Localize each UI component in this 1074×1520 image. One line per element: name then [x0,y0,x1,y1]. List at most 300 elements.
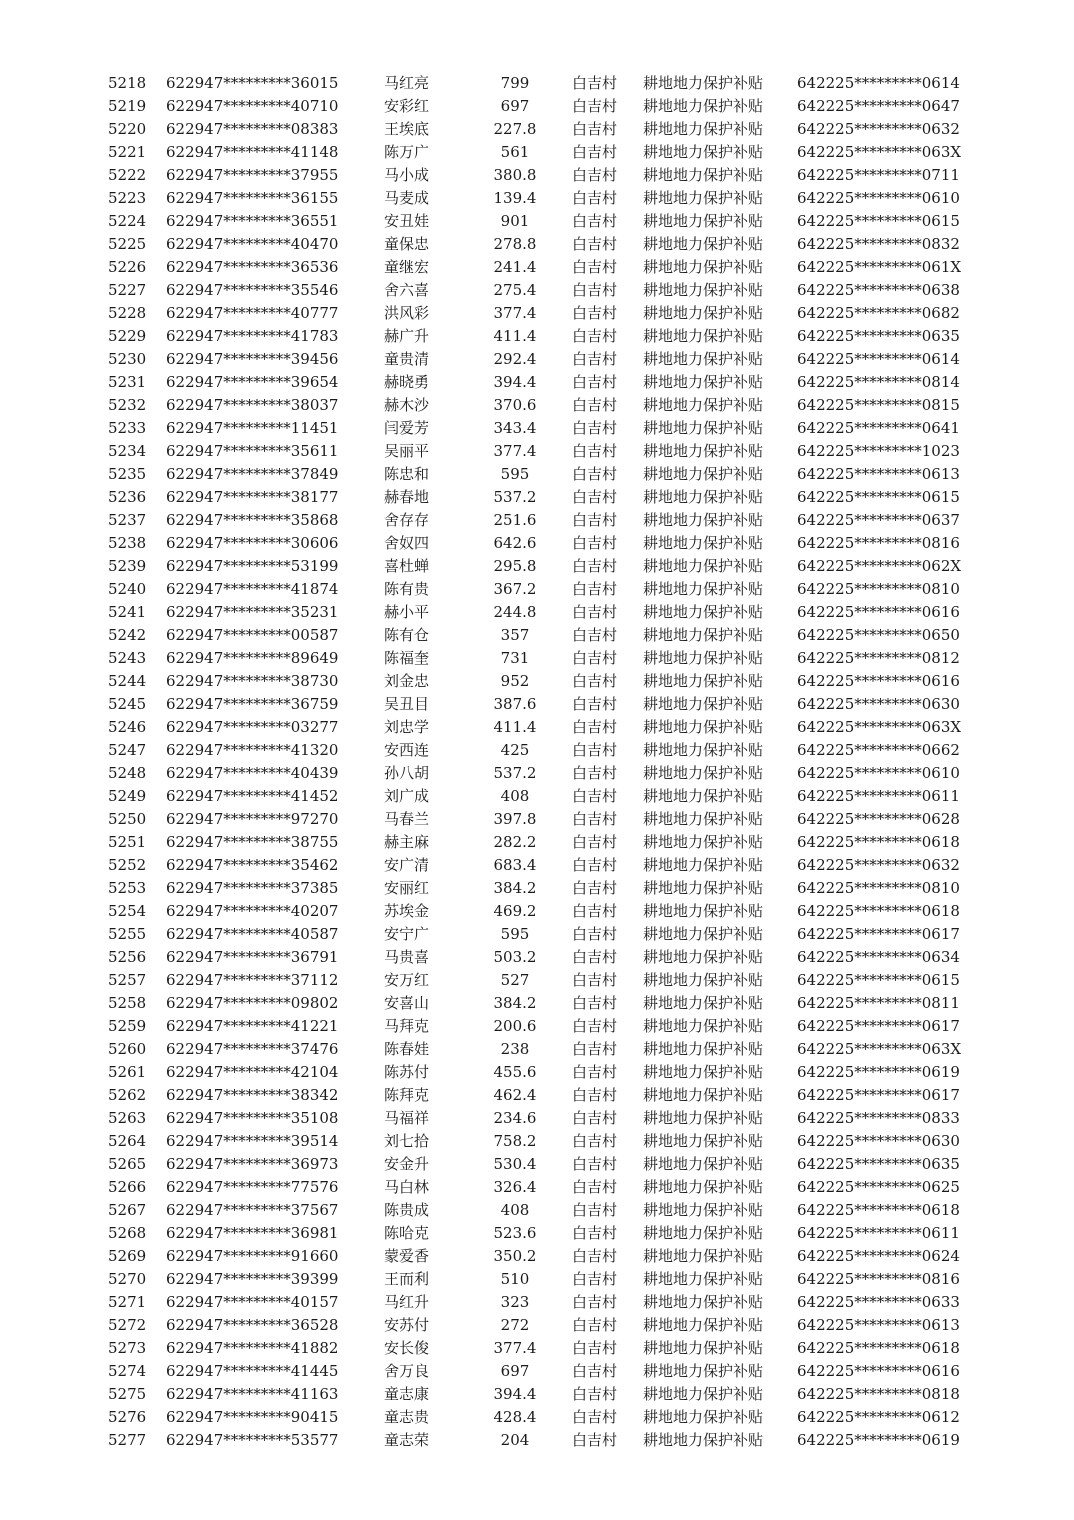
subsidy-type: 耕地地力保护补贴 [643,534,764,552]
table-row [0,348,1074,371]
subsidy-type: 耕地地力保护补贴 [643,1040,764,1058]
recipient-name: 马福祥 [384,1109,430,1127]
subsidy-type: 耕地地力保护补贴 [643,787,764,805]
masked-bank-card-number: 622947*********97270 [166,810,339,828]
recipient-name: 马红升 [384,1293,430,1311]
table-row [0,1360,1074,1383]
row-sequence-number: 5233 [108,419,147,437]
village-name: 白吉村 [572,1316,618,1334]
table-row [0,670,1074,693]
row-sequence-number: 5236 [108,488,147,506]
masked-bank-card-number: 622947*********37567 [166,1201,339,1219]
row-sequence-number: 5272 [108,1316,147,1334]
subsidy-amount: 523.6 [493,1224,537,1242]
masked-bank-card-number: 622947*********37476 [166,1040,339,1058]
table-row [0,1429,1074,1452]
table-row [0,325,1074,348]
subsidy-type: 耕地地力保护补贴 [643,994,764,1012]
village-name: 白吉村 [572,442,618,460]
subsidy-amount: 428.4 [493,1408,537,1426]
village-name: 白吉村 [572,1247,618,1265]
row-sequence-number: 5248 [108,764,147,782]
table-row [0,1130,1074,1153]
subsidy-amount: 326.4 [493,1178,537,1196]
table-row [0,371,1074,394]
subsidy-amount: 292.4 [493,350,537,368]
row-sequence-number: 5245 [108,695,147,713]
village-name: 白吉村 [572,741,618,759]
table-row [0,256,1074,279]
table-row [0,785,1074,808]
row-sequence-number: 5260 [108,1040,147,1058]
masked-bank-card-number: 622947*********41221 [166,1017,339,1035]
subsidy-amount: 901 [500,212,530,230]
recipient-name: 闫爱芳 [384,419,430,437]
masked-id-number: 642225*********0616 [797,672,960,690]
recipient-name: 刘广成 [384,787,430,805]
subsidy-amount: 200.6 [493,1017,537,1035]
subsidy-amount: 278.8 [493,235,537,253]
row-sequence-number: 5277 [108,1431,147,1449]
masked-bank-card-number: 622947*********36528 [166,1316,339,1334]
masked-id-number: 642225*********0638 [797,281,960,299]
recipient-name: 吴丑目 [384,695,430,713]
subsidy-amount: 425 [500,741,530,759]
subsidy-amount: 537.2 [493,764,537,782]
recipient-name: 舍六喜 [384,281,430,299]
table-row [0,716,1074,739]
subsidy-amount: 367.2 [493,580,537,598]
table-row [0,601,1074,624]
village-name: 白吉村 [572,948,618,966]
recipient-name: 蒙爱香 [384,1247,430,1265]
table-row [0,1291,1074,1314]
village-name: 白吉村 [572,281,618,299]
subsidy-type: 耕地地力保护补贴 [643,1247,764,1265]
row-sequence-number: 5250 [108,810,147,828]
table-row [0,739,1074,762]
row-sequence-number: 5274 [108,1362,147,1380]
village-name: 白吉村 [572,304,618,322]
subsidy-type: 耕地地力保护补贴 [643,649,764,667]
subsidy-records-list [0,72,1074,1452]
recipient-name: 洪风彩 [384,304,430,322]
masked-bank-card-number: 622947*********38755 [166,833,339,851]
row-sequence-number: 5262 [108,1086,147,1104]
subsidy-type: 耕地地力保护补贴 [643,1224,764,1242]
village-name: 白吉村 [572,97,618,115]
subsidy-amount: 377.4 [493,442,537,460]
masked-bank-card-number: 622947*********35546 [166,281,339,299]
row-sequence-number: 5266 [108,1178,147,1196]
village-name: 白吉村 [572,1431,618,1449]
recipient-name: 马春兰 [384,810,430,828]
subsidy-type: 耕地地力保护补贴 [643,948,764,966]
row-sequence-number: 5256 [108,948,147,966]
table-row [0,854,1074,877]
subsidy-amount: 408 [500,787,530,805]
subsidy-type: 耕地地力保护补贴 [643,1017,764,1035]
row-sequence-number: 5223 [108,189,147,207]
row-sequence-number: 5224 [108,212,147,230]
village-name: 白吉村 [572,1040,618,1058]
village-name: 白吉村 [572,833,618,851]
masked-bank-card-number: 622947*********35462 [166,856,339,874]
subsidy-amount: 758.2 [493,1132,537,1150]
table-row [0,486,1074,509]
masked-id-number: 642225*********0624 [797,1247,960,1265]
subsidy-amount: 394.4 [493,373,537,391]
village-name: 白吉村 [572,1086,618,1104]
recipient-name: 安广清 [384,856,430,874]
table-row [0,1245,1074,1268]
subsidy-amount: 139.4 [493,189,537,207]
masked-bank-card-number: 622947*********03277 [166,718,339,736]
masked-id-number: 642225*********061X [797,258,962,276]
row-sequence-number: 5243 [108,649,147,667]
masked-bank-card-number: 622947*********36155 [166,189,339,207]
masked-id-number: 642225*********0818 [797,1385,960,1403]
row-sequence-number: 5264 [108,1132,147,1150]
masked-bank-card-number: 622947*********41163 [166,1385,339,1403]
village-name: 白吉村 [572,327,618,345]
row-sequence-number: 5235 [108,465,147,483]
masked-id-number: 642225*********0613 [797,1316,960,1334]
masked-id-number: 642225*********0618 [797,1339,960,1357]
subsidy-amount: 234.6 [493,1109,537,1127]
table-row [0,1222,1074,1245]
table-row [0,969,1074,992]
subsidy-type: 耕地地力保护补贴 [643,764,764,782]
subsidy-amount: 323 [500,1293,530,1311]
subsidy-amount: 469.2 [493,902,537,920]
table-row [0,417,1074,440]
table-row [0,95,1074,118]
recipient-name: 安彩红 [384,97,430,115]
masked-id-number: 642225*********0814 [797,373,960,391]
subsidy-type: 耕地地力保护补贴 [643,925,764,943]
village-name: 白吉村 [572,488,618,506]
recipient-name: 刘七拾 [384,1132,430,1150]
village-name: 白吉村 [572,718,618,736]
subsidy-amount: 530.4 [493,1155,537,1173]
masked-bank-card-number: 622947*********40207 [166,902,339,920]
village-name: 白吉村 [572,74,618,92]
masked-bank-card-number: 622947*********39456 [166,350,339,368]
subsidy-type: 耕地地力保护补贴 [643,1293,764,1311]
masked-bank-card-number: 622947*********40157 [166,1293,339,1311]
row-sequence-number: 5255 [108,925,147,943]
masked-bank-card-number: 622947*********41445 [166,1362,339,1380]
row-sequence-number: 5227 [108,281,147,299]
subsidy-type: 耕地地力保护补贴 [643,120,764,138]
village-name: 白吉村 [572,1201,618,1219]
masked-bank-card-number: 622947*********41148 [166,143,339,161]
recipient-name: 陈有仓 [384,626,430,644]
recipient-name: 陈拜克 [384,1086,430,1104]
masked-id-number: 642225*********0625 [797,1178,960,1196]
village-name: 白吉村 [572,1339,618,1357]
masked-bank-card-number: 622947*********36015 [166,74,339,92]
village-name: 白吉村 [572,419,618,437]
village-name: 白吉村 [572,764,618,782]
masked-id-number: 642225*********0833 [797,1109,960,1127]
masked-id-number: 642225*********0619 [797,1063,960,1081]
row-sequence-number: 5257 [108,971,147,989]
recipient-name: 安万红 [384,971,430,989]
village-name: 白吉村 [572,1017,618,1035]
row-sequence-number: 5226 [108,258,147,276]
row-sequence-number: 5232 [108,396,147,414]
row-sequence-number: 5273 [108,1339,147,1357]
subsidy-amount: 380.8 [493,166,537,184]
masked-id-number: 642225*********0650 [797,626,960,644]
recipient-name: 童继宏 [384,258,430,276]
row-sequence-number: 5237 [108,511,147,529]
masked-id-number: 642225*********0630 [797,695,960,713]
masked-id-number: 642225*********063X [797,1040,962,1058]
subsidy-amount: 510 [500,1270,530,1288]
recipient-name: 安丑娃 [384,212,430,230]
subsidy-type: 耕地地力保护补贴 [643,1063,764,1081]
masked-id-number: 642225*********1023 [797,442,960,460]
masked-id-number: 642225*********063X [797,718,962,736]
row-sequence-number: 5231 [108,373,147,391]
subsidy-type: 耕地地力保护补贴 [643,235,764,253]
masked-bank-card-number: 622947*********91660 [166,1247,339,1265]
village-name: 白吉村 [572,235,618,253]
row-sequence-number: 5229 [108,327,147,345]
row-sequence-number: 5228 [108,304,147,322]
subsidy-amount: 561 [500,143,530,161]
masked-id-number: 642225*********0637 [797,511,960,529]
recipient-name: 刘金忠 [384,672,430,690]
subsidy-amount: 397.8 [493,810,537,828]
village-name: 白吉村 [572,534,618,552]
subsidy-amount: 394.4 [493,1385,537,1403]
village-name: 白吉村 [572,649,618,667]
masked-id-number: 642225*********0811 [797,994,960,1012]
masked-id-number: 642225*********0615 [797,488,960,506]
recipient-name: 安丽红 [384,879,430,897]
recipient-name: 童志荣 [384,1431,430,1449]
subsidy-type: 耕地地力保护补贴 [643,626,764,644]
masked-id-number: 642225*********0617 [797,1086,960,1104]
recipient-name: 王埃底 [384,120,430,138]
masked-bank-card-number: 622947*********38730 [166,672,339,690]
masked-id-number: 642225*********0616 [797,603,960,621]
subsidy-type: 耕地地力保护补贴 [643,74,764,92]
recipient-name: 赫春地 [384,488,430,506]
subsidy-amount: 683.4 [493,856,537,874]
masked-bank-card-number: 622947*********39654 [166,373,339,391]
village-name: 白吉村 [572,603,618,621]
row-sequence-number: 5267 [108,1201,147,1219]
subsidy-type: 耕地地力保护补贴 [643,304,764,322]
masked-bank-card-number: 622947*********41882 [166,1339,339,1357]
masked-bank-card-number: 622947*********40470 [166,235,339,253]
subsidy-type: 耕地地力保护补贴 [643,189,764,207]
recipient-name: 王而利 [384,1270,430,1288]
recipient-name: 吴丽平 [384,442,430,460]
village-name: 白吉村 [572,879,618,897]
row-sequence-number: 5240 [108,580,147,598]
masked-bank-card-number: 622947*********53199 [166,557,339,575]
village-name: 白吉村 [572,902,618,920]
row-sequence-number: 5275 [108,1385,147,1403]
subsidy-amount: 503.2 [493,948,537,966]
subsidy-amount: 387.6 [493,695,537,713]
recipient-name: 童保忠 [384,235,430,253]
table-row [0,762,1074,785]
table-row [0,233,1074,256]
masked-bank-card-number: 622947*********53577 [166,1431,339,1449]
masked-id-number: 642225*********0610 [797,189,960,207]
subsidy-amount: 799 [500,74,530,92]
masked-bank-card-number: 622947*********36551 [166,212,339,230]
masked-bank-card-number: 622947*********38177 [166,488,339,506]
village-name: 白吉村 [572,810,618,828]
masked-bank-card-number: 622947*********37385 [166,879,339,897]
subsidy-type: 耕地地力保护补贴 [643,419,764,437]
masked-bank-card-number: 622947*********41452 [166,787,339,805]
subsidy-type: 耕地地力保护补贴 [643,603,764,621]
row-sequence-number: 5276 [108,1408,147,1426]
masked-id-number: 642225*********0633 [797,1293,960,1311]
row-sequence-number: 5263 [108,1109,147,1127]
table-row [0,1015,1074,1038]
subsidy-type: 耕地地力保护补贴 [643,1270,764,1288]
row-sequence-number: 5270 [108,1270,147,1288]
masked-id-number: 642225*********0617 [797,1017,960,1035]
recipient-name: 陈福奎 [384,649,430,667]
masked-id-number: 642225*********0611 [797,787,960,805]
row-sequence-number: 5269 [108,1247,147,1265]
masked-id-number: 642225*********0618 [797,833,960,851]
recipient-name: 陈有贵 [384,580,430,598]
recipient-name: 马小成 [384,166,430,184]
masked-bank-card-number: 622947*********37849 [166,465,339,483]
row-sequence-number: 5247 [108,741,147,759]
village-name: 白吉村 [572,1224,618,1242]
masked-id-number: 642225*********0810 [797,580,960,598]
masked-bank-card-number: 622947*********35868 [166,511,339,529]
recipient-name: 安喜山 [384,994,430,1012]
masked-bank-card-number: 622947*********39514 [166,1132,339,1150]
subsidy-amount: 295.8 [493,557,537,575]
masked-bank-card-number: 622947*********08383 [166,120,339,138]
masked-bank-card-number: 622947*********37955 [166,166,339,184]
subsidy-amount: 282.2 [493,833,537,851]
village-name: 白吉村 [572,626,618,644]
subsidy-amount: 462.4 [493,1086,537,1104]
subsidy-amount: 411.4 [493,718,537,736]
recipient-name: 陈春娃 [384,1040,430,1058]
subsidy-type: 耕地地力保护补贴 [643,281,764,299]
masked-id-number: 642225*********0619 [797,1431,960,1449]
table-row [0,302,1074,325]
village-name: 白吉村 [572,511,618,529]
masked-bank-card-number: 622947*********36791 [166,948,339,966]
masked-bank-card-number: 622947*********00587 [166,626,339,644]
masked-id-number: 642225*********0832 [797,235,960,253]
subsidy-type: 耕地地力保护补贴 [643,511,764,529]
recipient-name: 刘忠学 [384,718,430,736]
subsidy-amount: 377.4 [493,304,537,322]
masked-id-number: 642225*********0615 [797,212,960,230]
recipient-name: 马贵喜 [384,948,430,966]
village-name: 白吉村 [572,580,618,598]
recipient-name: 童志康 [384,1385,430,1403]
row-sequence-number: 5219 [108,97,147,115]
subsidy-amount: 731 [500,649,530,667]
masked-id-number: 642225*********0614 [797,74,960,92]
masked-id-number: 642225*********0610 [797,764,960,782]
table-row [0,693,1074,716]
village-name: 白吉村 [572,1155,618,1173]
table-row [0,647,1074,670]
recipient-name: 马白林 [384,1178,430,1196]
table-row [0,946,1074,969]
subsidy-type: 耕地地力保护补贴 [643,442,764,460]
masked-id-number: 642225*********0815 [797,396,960,414]
subsidy-type: 耕地地力保护补贴 [643,810,764,828]
recipient-name: 喜杜蝉 [384,557,430,575]
masked-bank-card-number: 622947*********77576 [166,1178,339,1196]
row-sequence-number: 5249 [108,787,147,805]
subsidy-type: 耕地地力保护补贴 [643,373,764,391]
recipient-name: 赫小平 [384,603,430,621]
subsidy-type: 耕地地力保护补贴 [643,166,764,184]
subsidy-amount: 595 [500,925,530,943]
recipient-name: 赫晓勇 [384,373,430,391]
subsidy-type: 耕地地力保护补贴 [643,971,764,989]
subsidy-amount: 408 [500,1201,530,1219]
table-row [0,509,1074,532]
recipient-name: 舍奴四 [384,534,430,552]
subsidy-type: 耕地地力保护补贴 [643,1155,764,1173]
table-row [0,1084,1074,1107]
subsidy-type: 耕地地力保护补贴 [643,695,764,713]
recipient-name: 童志贵 [384,1408,430,1426]
village-name: 白吉村 [572,350,618,368]
village-name: 白吉村 [572,971,618,989]
village-name: 白吉村 [572,166,618,184]
masked-bank-card-number: 622947*********41783 [166,327,339,345]
subsidy-type: 耕地地力保护补贴 [643,833,764,851]
village-name: 白吉村 [572,1385,618,1403]
subsidy-type: 耕地地力保护补贴 [643,1201,764,1219]
subsidy-type: 耕地地力保护补贴 [643,580,764,598]
subsidy-type: 耕地地力保护补贴 [643,488,764,506]
masked-id-number: 642225*********0618 [797,1201,960,1219]
masked-id-number: 642225*********0634 [797,948,960,966]
subsidy-type: 耕地地力保护补贴 [643,1339,764,1357]
masked-bank-card-number: 622947*********37112 [166,971,339,989]
table-row [0,164,1074,187]
row-sequence-number: 5220 [108,120,147,138]
village-name: 白吉村 [572,1178,618,1196]
table-row [0,992,1074,1015]
recipient-name: 赫广升 [384,327,430,345]
recipient-name: 安西连 [384,741,430,759]
subsidy-type: 耕地地力保护补贴 [643,879,764,897]
table-row [0,1268,1074,1291]
village-name: 白吉村 [572,189,618,207]
subsidy-amount: 244.8 [493,603,537,621]
row-sequence-number: 5252 [108,856,147,874]
table-row [0,72,1074,95]
